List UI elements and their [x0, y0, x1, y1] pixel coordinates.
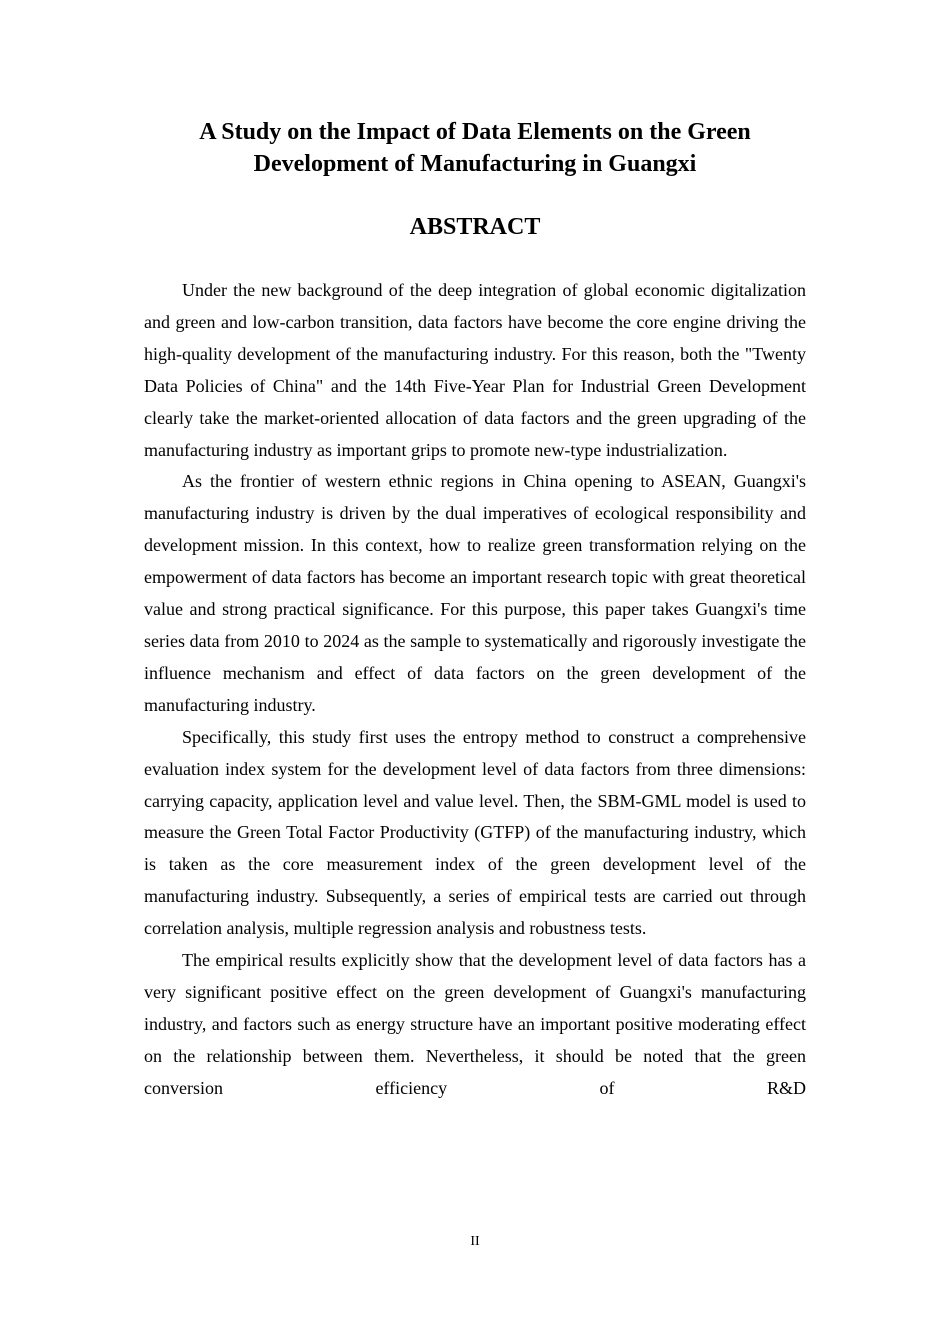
title-line-1: A Study on the Impact of Data Elements on the Green — [199, 119, 751, 145]
document-title — [144, 116, 806, 180]
page-number: II — [470, 1234, 480, 1249]
abstract-paragraph-1: Under the new background of the deep integration of global economic digitalization and green and low-carbon transition, data factors have become the core engine driving the high-quality development of the manufacturing industry. For this reason, both the "Twenty Data Policies of China" and the 14th Five-Year Plan for Industrial Green Development clearly take the market-oriented allocation of data factors and the green upgrading of the manufacturing industry as important grips to promote new-type industrialization. — [144, 280, 806, 460]
title-line-2: Development of Manufacturing in Guangxi — [253, 151, 697, 177]
abstract-paragraph-4: The empirical results explicitly show that the development level of data factors has a very significant positive effect on the green development of Guangxi's manufacturing industry, and factors such as energy structure have an important positive moderating effect on the relationship between them. Nevertheless, it should be noted that the green conversion efficiency of R&D — [144, 950, 806, 1098]
abstract-heading: ABSTRACT — [409, 214, 541, 240]
abstract-paragraph-3: Specifically, this study first uses the entropy method to construct a comprehensive evaluation index system for the development level of data factors from three dimensions: carrying capacity, application level and value level. Then, the SBM-GML model is used to measure the Green Total Factor Productivity (GTFP) of the manufacturing industry, which is taken as the core measurement index of the green development level of the manufacturing industry. Subsequently, a series of empirical tests are carried out through correlation analysis, multiple regression analysis and robustness tests. — [144, 726, 806, 939]
abstract-paragraph-2: As the frontier of western ethnic regions in China opening to ASEAN, Guangxi's manufacturing industry is driven by the dual imperatives of ecological responsibility and development mission. In this context, how to realize green transformation relying on the empowerment of data factors has become an important research topic with great theoretical value and strong practical significance. For this purpose, this paper takes Guangxi's time series data from 2010 to 2024 as the sample to systematically and rigorously investigate the influence mechanism and effect of data factors on the green development of the manufacturing industry. — [144, 471, 806, 715]
abstract-body — [144, 275, 806, 1203]
